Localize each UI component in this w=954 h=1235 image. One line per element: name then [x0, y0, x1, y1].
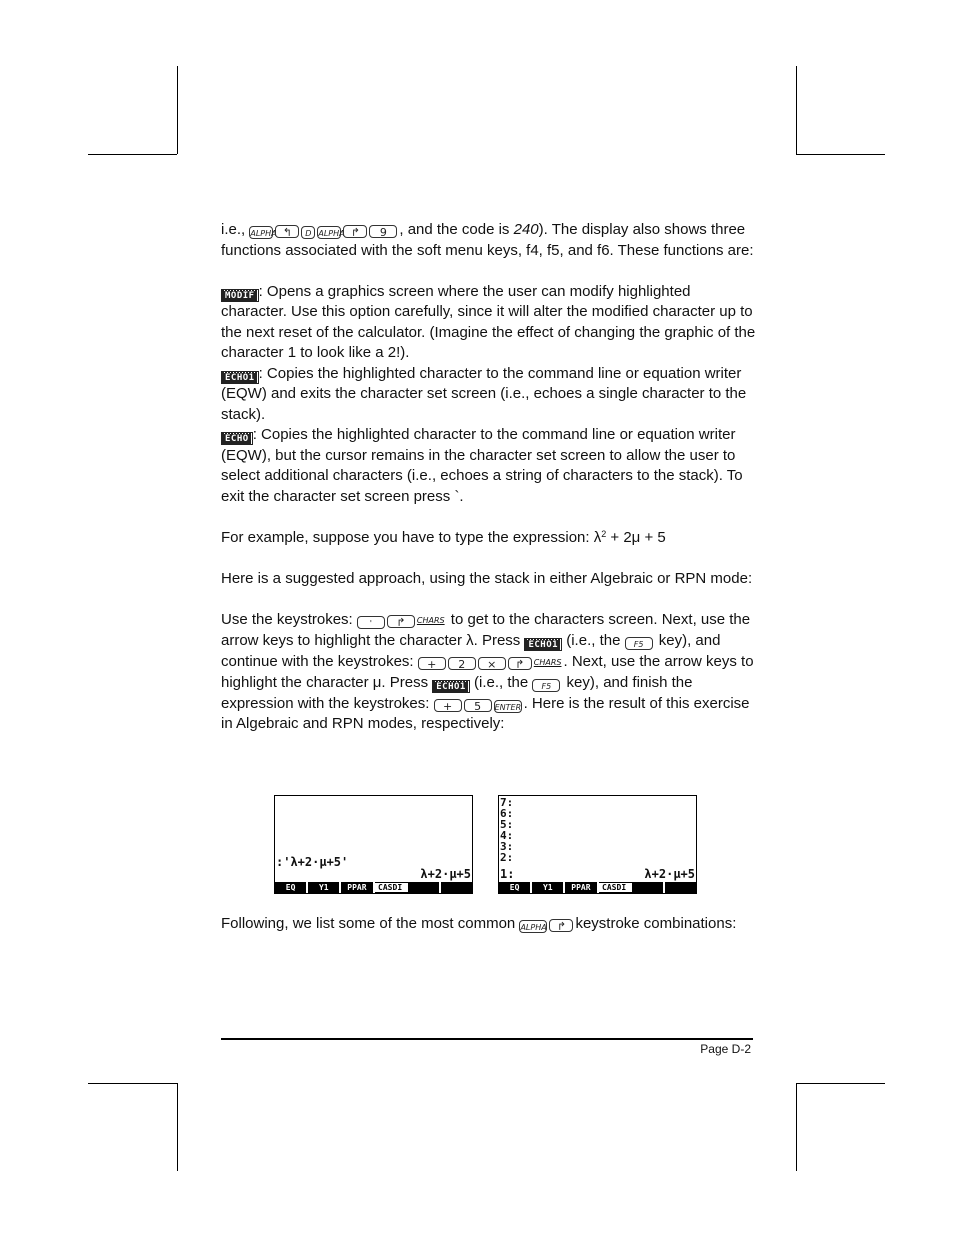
- char-code: 240: [513, 221, 539, 238]
- two-key-icon: 2: [448, 657, 476, 670]
- modify-softkey-icon: MODIF: [221, 289, 259, 302]
- plus-key-icon: +: [418, 657, 446, 670]
- menu-eq: EQ: [275, 882, 308, 893]
- intro-paragraph: [221, 220, 756, 261]
- d-key-icon: D: [301, 226, 315, 239]
- following-tail: keystroke combinations:: [575, 915, 737, 932]
- intro-lead: i.e.,: [221, 221, 250, 238]
- steps-text: to get to the characters screen. Next, use the arrow keys to highlight the character λ. Press: [221, 610, 751, 649]
- crop-mark: [796, 154, 885, 155]
- following-paragraph: [221, 914, 736, 935]
- screen-soft-menu: [499, 882, 696, 893]
- following-lead: Following, we list some of the most common: [221, 915, 520, 932]
- crop-mark: [88, 154, 177, 155]
- crop-mark: [177, 66, 178, 154]
- menu-blank: [665, 882, 696, 893]
- menu-y1: Y1: [308, 882, 341, 893]
- menu-y1: Y1: [532, 882, 565, 893]
- crop-mark: [177, 1083, 178, 1171]
- menu-ppar: PPAR: [341, 882, 374, 893]
- plus-key-icon: +: [434, 699, 462, 712]
- menu-ppar: PPAR: [565, 882, 598, 893]
- f5-key-icon: F5: [532, 679, 560, 692]
- steps-paragraph: [221, 610, 756, 735]
- menu-blank: [441, 882, 472, 893]
- modify-description: : Opens a graphics screen where the user can modify highlighted character. Use this option carefully, since it will alter the modified character up to the next reset of the calculator. (Imagine the effect of changing the graphic of the character 1 to look like a 2!).: [221, 282, 756, 361]
- stack-level: 1:: [500, 867, 515, 881]
- right-shift-key-icon: ↱: [549, 919, 573, 932]
- menu-blank: [632, 882, 665, 893]
- stack-level: 7:: [500, 796, 514, 809]
- stack-level: 4:: [500, 829, 514, 842]
- crop-mark: [796, 1083, 797, 1171]
- echo1-softkey-icon: ECHO1: [432, 680, 470, 693]
- right-shift-key-icon: ↱: [387, 615, 415, 628]
- crop-mark: [88, 1083, 177, 1084]
- menu-blank: [408, 882, 441, 893]
- echo-description: : Copies the highlighted character to the command line or equation writer (EQW), but the cursor remains in the character set screen to allow the user to select additional characters (i.e., echoes a string of characters to the stack). To exit the character set screen press `.: [221, 426, 743, 505]
- result-expression: λ+2·μ+5: [644, 867, 695, 881]
- rpn-screen: [498, 795, 697, 894]
- tick-key-icon: ': [357, 616, 385, 629]
- example-paragraph: [221, 528, 756, 549]
- echo1-paragraph: [221, 364, 756, 426]
- times-key-icon: ×: [478, 657, 506, 670]
- crop-mark: [796, 66, 797, 154]
- alpha-key-icon: ALPHA: [249, 226, 273, 239]
- page-number: Page D-2: [700, 1042, 751, 1056]
- approach-paragraph: Here is a suggested approach, using the stack in either Algebraic or RPN mode:: [221, 569, 753, 587]
- steps-text: Use the keystrokes:: [221, 610, 357, 628]
- echo-paragraph: [221, 425, 756, 507]
- echo1-description: : Copies the highlighted character to the command line or equation writer (EQW) and exits the character set screen (i.e., echoes a single character to the stack).: [221, 364, 747, 423]
- steps-text: key), and continue with the keystrokes:: [221, 632, 721, 670]
- footer-rule: [221, 1038, 753, 1040]
- algebraic-screen: [274, 795, 473, 894]
- screen-soft-menu: [275, 882, 472, 893]
- alpha-key-icon: ALPHA: [519, 920, 547, 933]
- right-shift-key-icon: ↱: [343, 225, 367, 238]
- echo1-softkey-icon: ECHO1: [221, 371, 259, 384]
- echo-softkey-icon: ECHO: [221, 432, 253, 445]
- stack-level: 5:: [500, 818, 514, 831]
- echo1-softkey-icon: ECHO1: [524, 638, 562, 651]
- intro-tail: ). The display also shows three functions associated with the soft menu keys, f4, f5, and f6. These functions are:: [221, 221, 754, 259]
- crop-mark: [796, 1083, 885, 1084]
- steps-text: . Next, use the arrow keys to highlight the character μ. Press: [221, 652, 754, 691]
- five-key-icon: 5: [464, 699, 492, 712]
- f5-key-icon: F5: [625, 637, 653, 650]
- left-shift-key-icon: ↰: [275, 225, 299, 238]
- stack-level: 2:: [500, 851, 514, 864]
- chars-label-icon: CHARS: [416, 615, 445, 625]
- example-text: For example, suppose you have to type the expression: λ: [221, 528, 602, 546]
- menu-casdi: CASDI: [599, 883, 632, 892]
- intro-mid: , and the code is: [399, 221, 514, 238]
- chars-label-icon: CHARS: [533, 657, 562, 667]
- exponent: 2: [601, 528, 607, 539]
- stack-level: 6:: [500, 807, 514, 820]
- menu-eq: EQ: [499, 882, 532, 893]
- entered-expression: :'λ+2·μ+5': [276, 855, 349, 869]
- steps-text: (i.e., the: [469, 674, 533, 691]
- modify-paragraph: [221, 282, 756, 364]
- result-expression: λ+2·μ+5: [420, 867, 471, 881]
- example-rest: + 2μ + 5: [606, 528, 666, 546]
- stack-level: 3:: [500, 840, 514, 853]
- alpha-key-icon: ALPHA: [317, 226, 341, 239]
- steps-text: key), and finish the expression with the keystrokes:: [221, 674, 693, 712]
- page-content: [221, 220, 756, 735]
- steps-text: (i.e., the: [562, 632, 625, 649]
- steps-text: . Here is the result of this exercise in Algebraic and RPN modes, respectively:: [221, 694, 750, 732]
- enter-key-icon: ENTER: [494, 700, 522, 713]
- right-shift-key-icon: ↱: [508, 657, 532, 670]
- menu-casdi: CASDI: [375, 883, 408, 892]
- nine-key-icon: 9: [369, 225, 397, 238]
